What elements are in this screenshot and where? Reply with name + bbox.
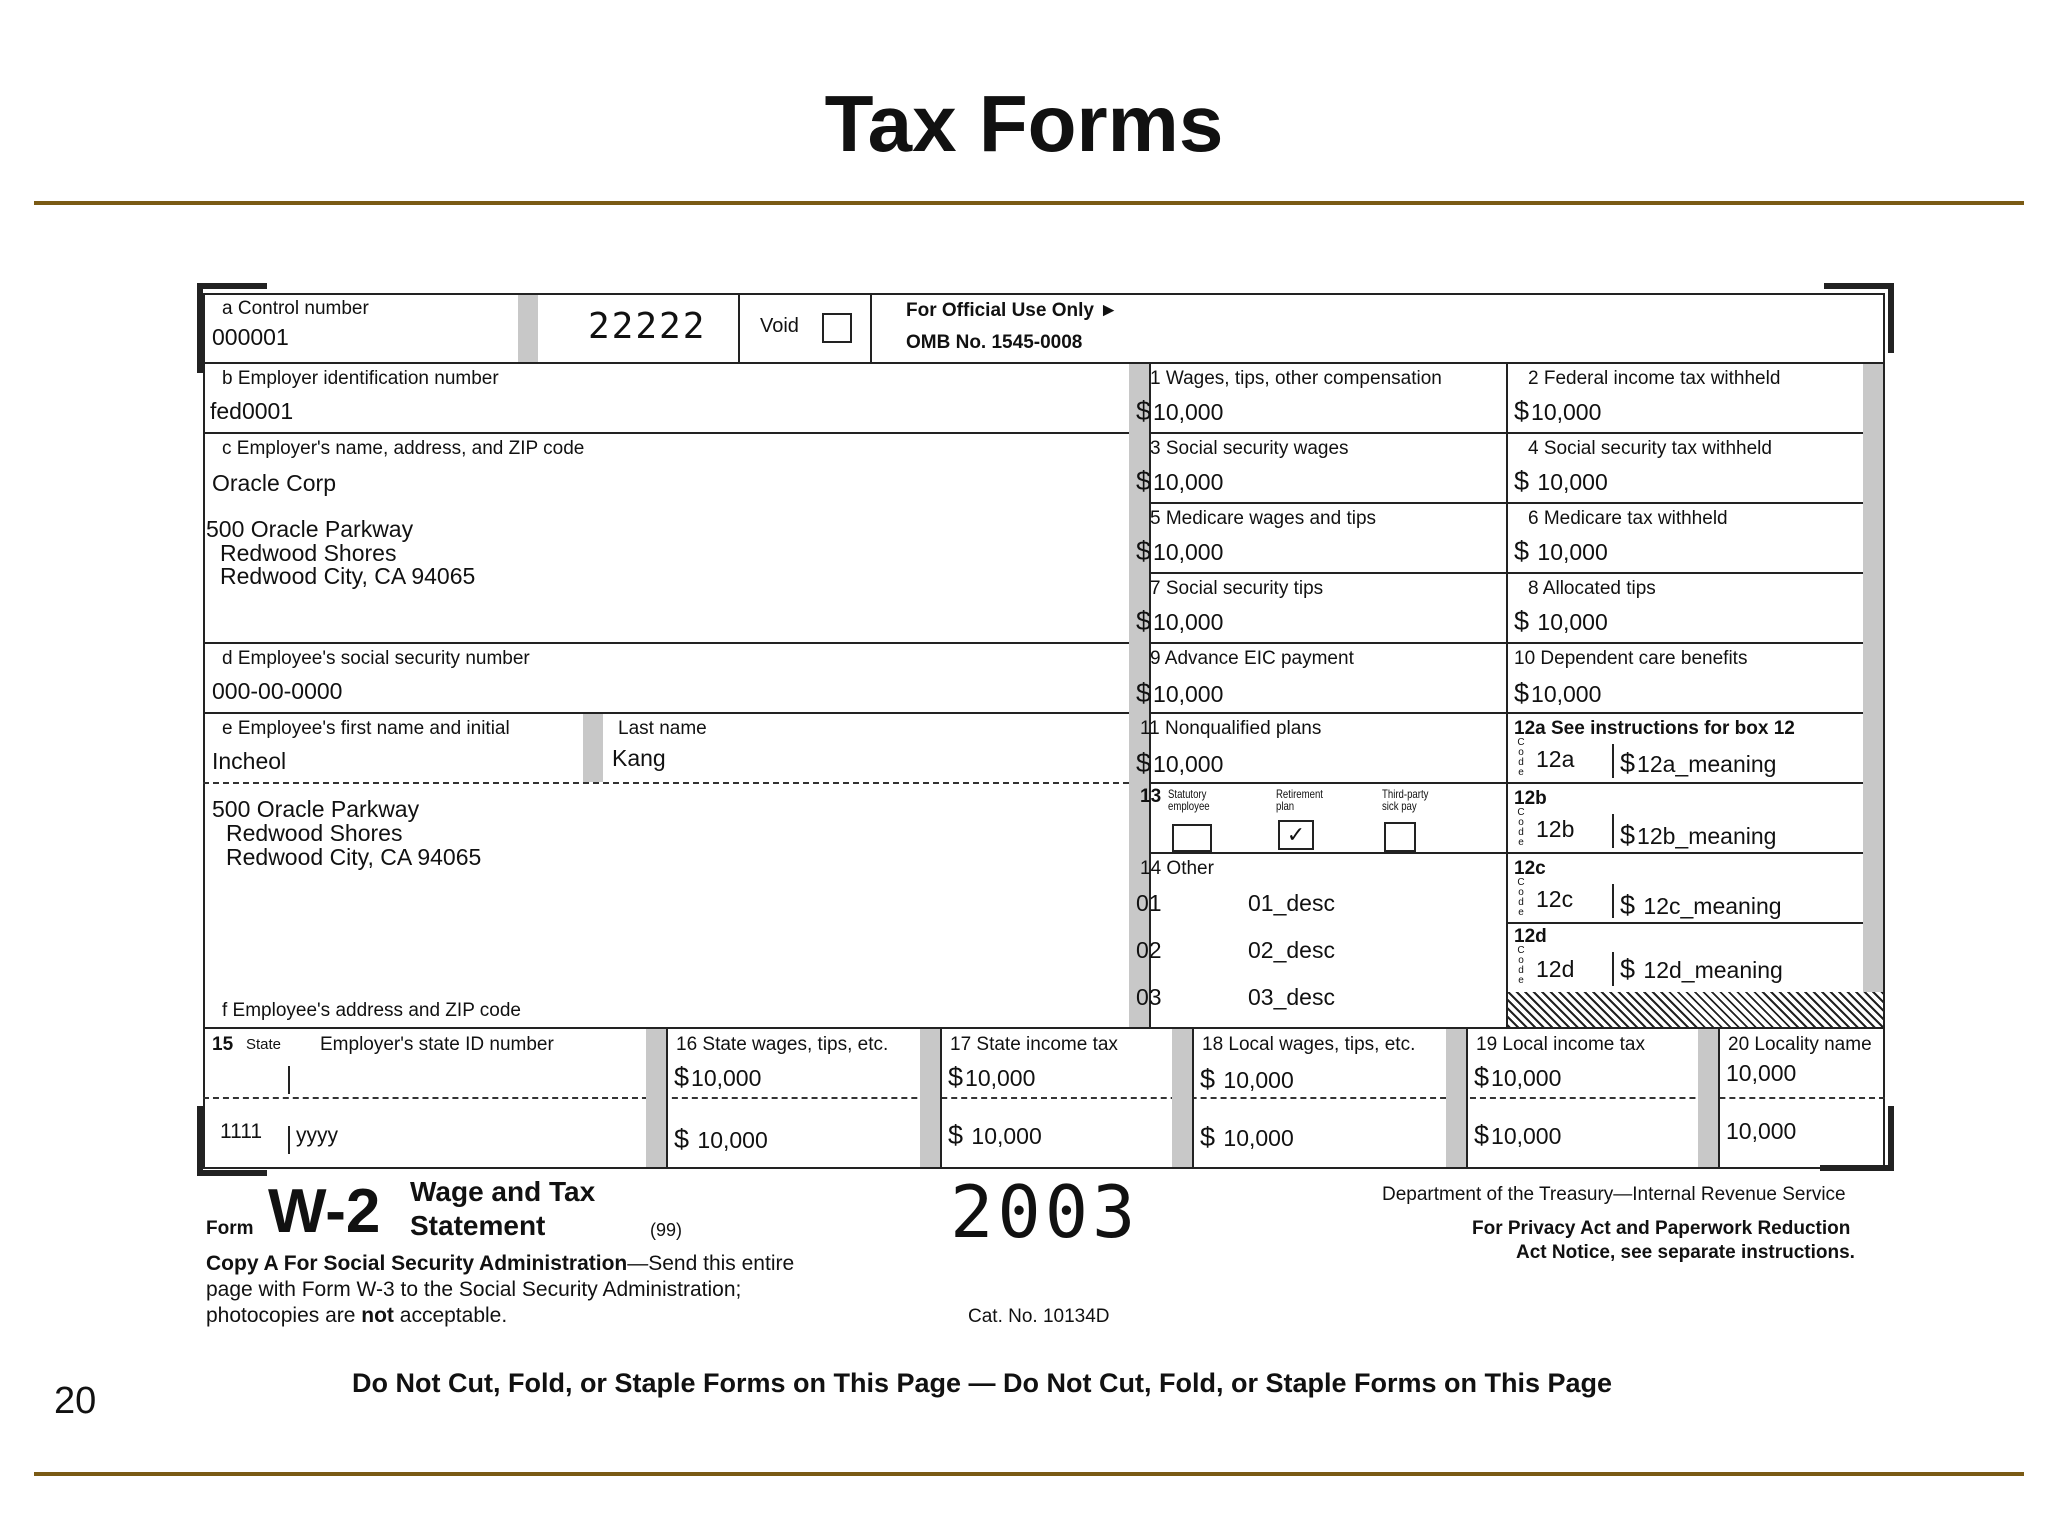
box17-value-1: $10,000 [948,1062,1036,1092]
box12c-value: $ 12c_meaning [1620,890,1782,920]
form-word: Form [206,1218,254,1239]
employer-id-value: fed0001 [210,398,294,424]
box13-label: 13 [1140,786,1162,807]
box17-label: 17 State income tax [950,1034,1118,1055]
employee-first-name: Incheol [212,748,287,774]
form-code-99: (99) [650,1220,683,1240]
other-desc-2: 02_desc [1248,937,1335,963]
statutory-employee-checkbox[interactable] [1172,824,1212,852]
box15-state-label: State [246,1036,282,1053]
employer-address-line2: Redwood Shores [220,540,397,566]
box19-value-2: $10,000 [1474,1120,1562,1150]
box7-label: 7 Social security tips [1150,578,1324,599]
box2-value: $10,000 [1514,396,1602,426]
box6-value: $ 10,000 [1514,536,1608,566]
staple-warning: Do Not Cut, Fold, or Staple Forms on This Page — Do Not Cut, Fold, or Staple Forms on This Page [352,1368,1613,1398]
tax-year: 2003 [950,1170,1140,1254]
box12b-code-letters: C o d e [1517,807,1525,848]
control-number-label: a Control number [222,298,369,319]
box9-label: 9 Advance EIC payment [1150,648,1354,669]
employee-last-name-label: Last name [618,718,707,739]
other-code-1: 01 [1136,890,1162,916]
privacy-notice-line1: For Privacy Act and Paperwork Reduction [1472,1218,1851,1239]
box11-value: $10,000 [1136,748,1224,778]
state-id-label: Employer's state ID number [320,1034,554,1055]
employee-last-name: Kang [612,745,666,771]
box6-label: 6 Medicare tax withheld [1528,508,1728,529]
void-checkbox[interactable] [822,313,852,343]
state-value: 1111 [220,1120,263,1143]
employee-address-line1: 500 Oracle Parkway [212,796,420,822]
void-label: Void [760,315,799,337]
employee-address-label: f Employee's address and ZIP code [222,1000,521,1021]
box20-value-2: 10,000 [1726,1118,1797,1144]
other-desc-3: 03_desc [1248,984,1335,1010]
form-code: 22222 [588,306,707,347]
employee-address-line3: Redwood City, CA 94065 [226,844,482,870]
form-name: W-2 [268,1177,381,1246]
employee-first-name-label: e Employee's first name and initial [222,718,510,739]
other-code-3: 03 [1136,984,1162,1010]
box12b-value: $12b_meaning [1620,820,1777,850]
other-code-2: 02 [1136,937,1162,963]
box9-value: $10,000 [1136,678,1224,708]
box1-value: $10,000 [1136,396,1224,426]
retirement-plan-label: Retirement plan [1276,787,1323,813]
page-number: 20 [54,1380,97,1422]
other-desc-1: 01_desc [1248,890,1335,916]
employer-address-line1: 500 Oracle Parkway [206,516,414,542]
retirement-plan-checkbox[interactable]: ✓ [1278,820,1314,850]
copy-a-line1: Copy A For Social Security Administration—Send this entire [206,1252,795,1275]
omb-number: OMB No. 1545-0008 [906,332,1083,353]
box15-label: 15 [212,1034,234,1055]
box5-value: $10,000 [1136,536,1224,566]
irs-department: Department of the Treasury—Internal Revenue Service [1382,1184,1846,1205]
box12a-code: 12a [1536,746,1575,772]
third-party-sick-pay-checkbox[interactable] [1384,822,1416,852]
box20-label: 20 Locality name [1728,1034,1872,1055]
employer-id-label: b Employer identification number [222,368,499,389]
box4-label: 4 Social security tax withheld [1528,438,1772,459]
box16-value-2: $ 10,000 [674,1124,768,1154]
box5-label: 5 Medicare wages and tips [1150,508,1377,529]
box11-label: 11 Nonqualified plans [1140,718,1322,739]
box3-label: 3 Social security wages [1150,438,1349,459]
box12c-code: 12c [1536,886,1574,912]
box8-label: 8 Allocated tips [1528,578,1656,599]
box12d-code: 12d [1536,956,1575,982]
employee-ssn-value: 000-00-0000 [212,678,343,704]
employer-address-line3: Redwood City, CA 94065 [220,563,476,589]
state-id-value: yyyy [296,1124,338,1147]
box10-value: $10,000 [1514,678,1602,708]
box12c-label: 12c [1514,858,1546,879]
box12a-code-letters: C o d e [1517,737,1525,778]
box18-label: 18 Local wages, tips, etc. [1202,1034,1416,1055]
privacy-notice-line2: Act Notice, see separate instructions. [1516,1242,1855,1263]
catalog-number: Cat. No. 10134D [968,1306,1110,1327]
box17-value-2: $ 10,000 [948,1120,1042,1150]
copy-a-line3: photocopies are not acceptable. [206,1304,508,1327]
box12d-code-letters: C o d e [1517,945,1525,986]
box3-value: $10,000 [1136,466,1224,496]
employee-address-line2: Redwood Shores [226,820,403,846]
employer-name: Oracle Corp [212,470,336,496]
box12b-code: 12b [1536,816,1575,842]
box12b-label: 12b [1514,788,1547,809]
box19-value-1: $10,000 [1474,1062,1562,1092]
box12d-label: 12d [1514,926,1547,947]
slide-title: Tax Forms [824,79,1224,168]
box12c-code-letters: C o d e [1517,877,1525,918]
box7-value: $10,000 [1136,606,1224,636]
copy-a-line2: page with Form W-3 to the Social Security Administration; [206,1278,742,1301]
box1-label: 1 Wages, tips, other compensation [1150,368,1442,389]
employer-name-label: c Employer's name, address, and ZIP code [222,438,585,459]
form-title-line2: Statement [410,1210,546,1241]
box16-label: 16 State wages, tips, etc. [676,1034,889,1055]
box18-value-2: $ 10,000 [1200,1122,1294,1152]
statutory-employee-label: Statutory employee [1168,787,1210,813]
box4-value: $ 10,000 [1514,466,1608,496]
box2-label: 2 Federal income tax withheld [1528,368,1781,389]
box16-value-1: $10,000 [674,1062,762,1092]
box20-value-1: 10,000 [1726,1060,1797,1086]
box12d-value: $ 12d_meaning [1620,954,1783,984]
box12a-value: $12a_meaning [1620,748,1777,778]
third-party-sick-pay-label: Third-party sick pay [1382,787,1429,813]
box14-label: 14 Other [1140,858,1214,879]
box18-value-1: $ 10,000 [1200,1064,1294,1094]
box19-label: 19 Local income tax [1476,1034,1645,1055]
official-use-label: For Official Use Only ► [906,300,1119,321]
form-title-line1: Wage and Tax [410,1176,596,1207]
employee-ssn-label: d Employee's social security number [222,648,530,669]
control-number-value: 000001 [212,324,289,350]
box8-value: $ 10,000 [1514,606,1608,636]
box10-label: 10 Dependent care benefits [1514,648,1748,669]
box12a-label: 12a See instructions for box 12 [1514,718,1795,739]
